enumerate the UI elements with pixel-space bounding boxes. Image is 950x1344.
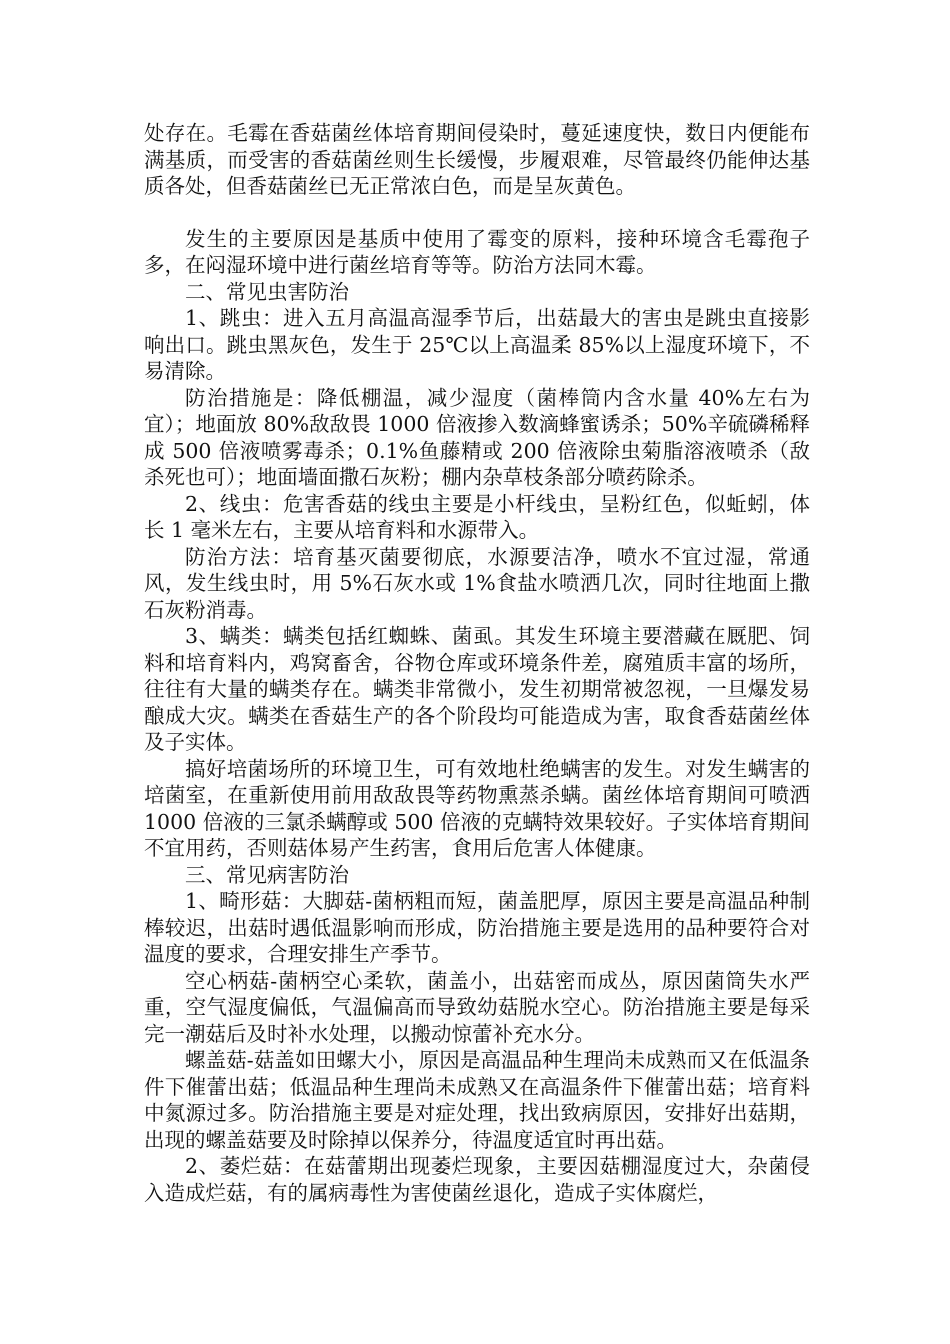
paragraph-nematode: 2、线虫：危害香菇的线虫主要是小杆线虫，呈粉红色，似蚯蚓，体长 1 毫米左右，主要从培育料和水源带入。 — [144, 491, 810, 542]
paragraph-hollow-stem: 空心柄菇-菌柄空心柔软，菌盖小，出菇密而成丛，原因菌筒失水严重，空气湿度偏低，气温偏高而导致幼菇脱水空心。防治措施主要是每采完一潮菇后及时补水处理，以搬动惊蕾补充水分。 — [144, 968, 810, 1046]
paragraph-springtail-control: 防治措施是：降低棚温，减少湿度（菌棒筒内含水量 40%左右为宜）；地面放 80%敌敌畏 1000 倍液掺入数滴蜂蜜诱杀；50%辛硫磷稀释成 500 倍液喷雾毒杀；0.1%鱼藤精或 200 倍液除虫菊脂溶液喷杀（敌杀死也可）；地面墙面撒石灰粉；棚内杂草枝条部分喷药除杀。 — [144, 385, 810, 489]
paragraph-mucor-continued: 处存在。毛霉在香菇菌丝体培育期间侵染时，蔓延速度快，数日内便能布满基质，而受害的香菇菌丝则生长缓慢，步履艰难，尽管最终仍能伸达基质各处，但香菇菌丝已无正常浓白色，而是呈灰黄色。 — [144, 121, 810, 198]
section-heading-diseases: 三、常见病害防治 — [185, 862, 349, 887]
paragraph-mites: 3、螨类：螨类包括红蜘蛛、菌虱。其发生环境主要潜藏在厩肥、饲料和培育料内，鸡窝畜舍，谷物仓库或环境条件差，腐殖质丰富的场所，往往有大量的螨类存在。螨类非常微小，发生初期常被忽视，一旦爆发易酿成大灾。螨类在香菇生产的各个阶段均可能造成为害，取食香菇菌丝体及子实体。 — [144, 624, 810, 754]
paragraph-springtail: 1、跳虫：进入五月高温高湿季节后，出菇最大的害虫是跳虫直接影响出口。跳虫黑灰色，发生于 25℃以上高温柔 85%以上湿度环境下，不易清除。 — [144, 306, 810, 383]
paragraph-mites-control: 搞好培菌场所的环境卫生，可有效地杜绝螨害的发生。对发生螨害的培菌室，在重新使用前用敌敌畏等药物熏蒸杀螨。菌丝体培育期间可喷洒 1000 倍液的三氯杀螨醇或 500 倍液的克螨特效果较好。子实体培育期间不宜用药，否则菇体易产生药害，食用后危害人体健康。 — [144, 756, 810, 860]
paragraph-rotting-mushroom: 2、萎烂菇：在菇蕾期出现萎烂现象，主要因菇棚湿度过大，杂菌侵入造成烂菇，有的属病毒性为害使菌丝退化，造成子实体腐烂， — [144, 1154, 810, 1205]
paragraph-snail-cap: 螺盖菇-菇盖如田螺大小，原因是高温品种生理尚未成熟而又在低温条件下催蕾出菇；低温品种生理尚未成熟又在高温条件下催蕾出菇；培育料中氮源过多。防治措施主要是对症处理，找出致病原因，安排好出菇期，出现的螺盖菇要及时除掉以保养分，待温度适宜时再出菇。 — [144, 1048, 810, 1152]
section-heading-pests: 二、常见虫害防治 — [185, 279, 349, 304]
paragraph-deformed-mushroom: 1、畸形菇：大脚菇-菌柄粗而短，菌盖肥厚，原因主要是高温品种制棒较迟，出菇时遇低温影响而形成，防治措施主要是选用的品种要符合对温度的要求，合理安排生产季节。 — [144, 889, 810, 966]
paragraph-nematode-control: 防治方法：培育基灭菌要彻底，水源要洁净，喷水不宜过湿，常通风，发生线虫时，用 5%石灰水或 1%食盐水喷洒几次，同时往地面上撒石灰粉消毒。 — [144, 544, 810, 622]
paragraph-gap — [144, 200, 810, 226]
paragraph-mucor-cause: 发生的主要原因是基质中使用了霉变的原料，接种环境含毛霉孢子多，在闷湿环境中进行菌丝培育等等。防治方法同木霉。 — [144, 226, 810, 277]
document-page — [144, 120, 810, 1206]
